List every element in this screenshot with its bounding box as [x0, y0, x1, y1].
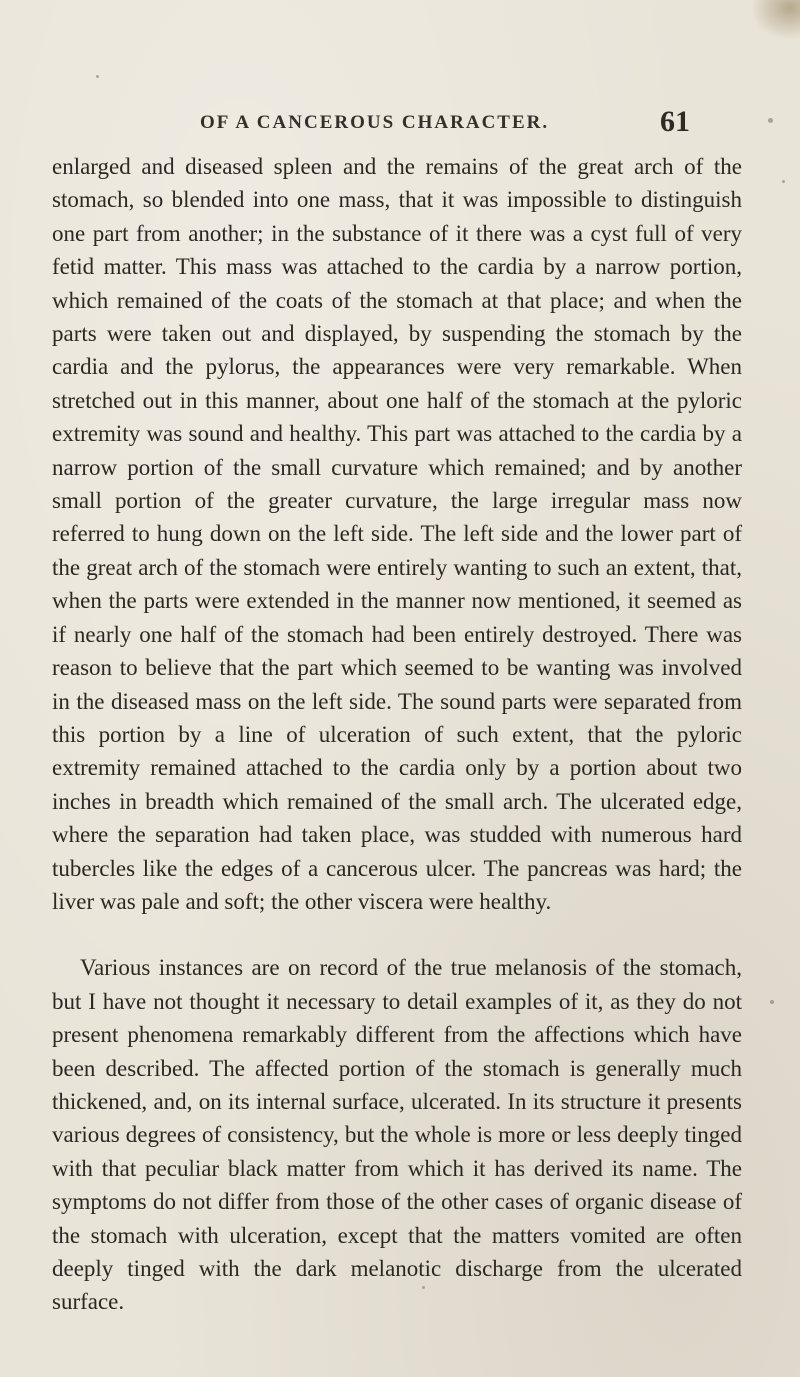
running-header: OF A CANCEROUS CHARACTER.	[200, 112, 550, 133]
paragraph: Various instances are on record of the true melanosis of the stomach, but I have not thought it necessary to detail examples of it, as they do not present phenomena remarkably different from the affections which have been described. The affected portion of the stomach is generally much thickened, and, on its internal surface, ulcerated. In its structure it presents various degrees of consistency, but the whole is more or less deeply tinged with that peculiar black matter from which it has derived its name. The symptoms do not differ from those of the other cases of organic disease of the stomach with ulceration, except that the matters vomited are often deeply tinged with the dark melanotic discharge from the ulcerated surface.	[52, 955, 742, 1315]
page-stain	[750, 0, 800, 40]
paper-speck	[768, 118, 773, 123]
paragraph: enlarged and diseased spleen and the remains of the great arch of the stomach, so blended into one mass, that it was impossible to distinguish one part from another; in the substance of it there was a cyst full of very fetid matter. This mass was attached to the cardia by a narrow portion, which remained of the coats of the stomach at that place; and when the parts were taken out and displayed, by suspending the stomach by the cardia and the pylorus, the appearances were very remarkable. When stretched out in this manner, about one half of the stomach at the pyloric extremity was sound and healthy. This part was attached to the cardia by a narrow portion of the small curvature which remained; and by another small portion of the greater curvature, the large irregular mass now referred to hung down on the left side. The left side and the lower part of the great arch of the stomach were entirely wanting to such an extent, that, when the parts were extended in the manner now mentioned, it seemed as if nearly one half of the stomach had been entirely destroyed. There was reason to believe that the part which seemed to be wanting was involved in the diseased mass on the left side. The sound parts were separated from this portion by a line of ulceration of such extent, that the pyloric extremity remained attached to the cardia only by a portion about two inches in breadth which remained of the small arch. The ulcerated edge, where the separation had taken place, was studded with numerous hard tubercles like the edges of a cancerous ulcer. The pancreas was hard; the liver was pale and soft; the other viscera were healthy.	[52, 154, 742, 914]
paper-speck	[782, 180, 785, 183]
page-number: 61	[660, 105, 690, 138]
paper-speck	[96, 75, 99, 78]
body-text	[52, 150, 742, 1319]
paper-speck	[770, 1000, 774, 1004]
paper-speck	[422, 1286, 425, 1289]
